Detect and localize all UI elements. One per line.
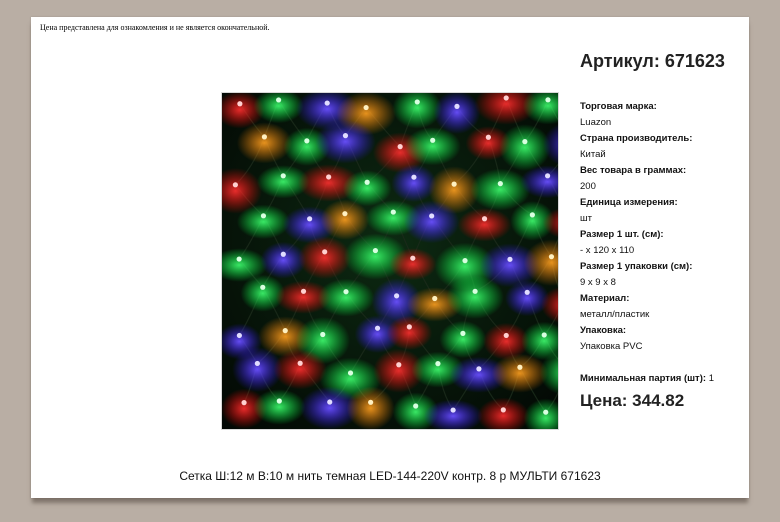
spec-value: металл/пластик <box>580 309 650 320</box>
led-bulb <box>452 182 457 187</box>
led-glow <box>499 124 551 171</box>
led-bulb <box>307 216 312 221</box>
led-bulb <box>413 403 418 408</box>
led-bulb <box>501 407 506 412</box>
led-bulb <box>281 173 286 178</box>
led-bulb <box>322 249 327 254</box>
spec-label: Страна производитель: <box>580 133 693 144</box>
minimum-lot <box>580 373 714 384</box>
led-glow <box>237 122 292 163</box>
led-bulb <box>363 105 368 110</box>
led-glow <box>389 248 436 280</box>
led-bulb <box>522 139 527 144</box>
led-bulb <box>451 407 456 412</box>
led-bulb <box>281 252 286 257</box>
led-bulb <box>435 361 440 366</box>
spec-label: Размер 1 упаковки (см): <box>580 261 693 272</box>
led-bulb <box>407 324 412 329</box>
led-bulb <box>327 399 332 404</box>
led-bulb <box>486 135 491 140</box>
led-glow <box>274 349 327 389</box>
led-bulb <box>365 180 370 185</box>
product-photo <box>221 92 559 430</box>
led-bulb <box>432 296 437 301</box>
led-bulb <box>320 332 325 337</box>
led-glow <box>446 276 504 319</box>
led-bulb <box>241 400 246 405</box>
led-bulb <box>410 256 415 261</box>
led-bulb <box>530 212 535 217</box>
led-glow <box>439 321 486 358</box>
led-bulb <box>348 370 353 375</box>
led-glow <box>298 236 351 279</box>
led-bulb <box>283 328 288 333</box>
led-bulb <box>543 410 548 415</box>
led-bulb <box>326 174 331 179</box>
led-bulb <box>262 134 267 139</box>
led-bulb <box>411 175 416 180</box>
led-bulb <box>462 258 467 263</box>
led-bulb <box>545 97 550 102</box>
led-bulb <box>261 213 266 218</box>
led-bulb <box>375 326 380 331</box>
led-bulb <box>482 216 487 221</box>
led-bulb <box>430 138 435 143</box>
led-glow <box>387 316 433 350</box>
spec-value: 9 x 9 x 8 <box>580 277 616 288</box>
led-glow <box>492 354 548 393</box>
led-glow <box>405 127 461 165</box>
led-bulb <box>415 99 420 104</box>
led-bulb <box>454 104 459 109</box>
led-bulb <box>276 97 281 102</box>
spec-label: Упаковка: <box>580 325 627 336</box>
led-glow <box>458 208 512 241</box>
led-bulb <box>391 209 396 214</box>
spec-label: Единица измерения: <box>580 197 678 208</box>
led-bulb <box>260 285 265 290</box>
led-bulb <box>368 400 373 405</box>
led-bulb <box>298 361 303 366</box>
led-bulb <box>542 332 547 337</box>
spec-label: Вес товара в граммах: <box>580 165 687 176</box>
led-bulb <box>460 331 465 336</box>
article-number: Артикул: 671623 <box>580 51 725 71</box>
spec-value: 200 <box>580 181 596 192</box>
led-bulb <box>277 398 282 403</box>
led-bulb <box>498 181 503 186</box>
spec-value: - x 120 x 110 <box>580 245 635 256</box>
spec-value: шт <box>580 213 592 224</box>
minimum-lot-label: Минимальная партия (шт): <box>580 373 707 384</box>
led-bulb <box>549 254 554 259</box>
led-bulb <box>343 289 348 294</box>
led-glow <box>253 389 305 425</box>
spec-value: Китай <box>580 149 606 160</box>
led-glow <box>404 201 460 244</box>
price: Цена: 344.82 <box>580 391 685 410</box>
led-bulb <box>398 144 403 149</box>
led-bulb <box>507 257 512 262</box>
minimum-lot-value: 1 <box>708 373 714 384</box>
led-bulb <box>237 256 242 261</box>
led-bulb <box>394 293 399 298</box>
led-bulb <box>343 133 348 138</box>
led-glow <box>320 200 369 240</box>
led-bulb <box>373 248 378 253</box>
led-glow <box>318 279 375 317</box>
led-bulb <box>396 362 401 367</box>
led-glow <box>315 120 376 164</box>
led-bulb <box>237 101 242 106</box>
led-bulb <box>304 138 309 143</box>
led-bulb <box>342 211 347 216</box>
led-net-light-photo-icon <box>222 93 558 429</box>
led-bulb <box>255 361 260 366</box>
spec-list <box>580 99 745 355</box>
spec-label: Размер 1 шт. (см): <box>580 229 664 240</box>
price-disclaimer: Цена представлена для ознакомления и не является окончательной. <box>40 23 270 32</box>
spec-label: Торговая марка: <box>580 101 657 112</box>
led-bulb <box>233 182 238 187</box>
spec-value: Luazon <box>580 117 612 128</box>
led-bulb <box>237 333 242 338</box>
led-bulb <box>429 213 434 218</box>
led-bulb <box>325 100 330 105</box>
led-bulb <box>301 289 306 294</box>
led-bulb <box>525 290 530 295</box>
spec-label: Материал: <box>580 293 630 304</box>
led-bulb <box>504 333 509 338</box>
led-glow <box>347 386 395 429</box>
product-title: Сетка Ш:12 м В:10 м нить темная LED-144-220V контр. 8 р МУЛЬТИ 671623 <box>179 469 601 483</box>
led-bulb <box>504 95 509 100</box>
spec-value: Упаковка PVC <box>580 341 643 352</box>
product-sheet <box>31 17 749 498</box>
led-bulb <box>476 366 481 371</box>
led-bulb <box>517 365 522 370</box>
led-glow <box>237 205 290 240</box>
led-bulb <box>545 173 550 178</box>
led-bulb <box>472 289 477 294</box>
